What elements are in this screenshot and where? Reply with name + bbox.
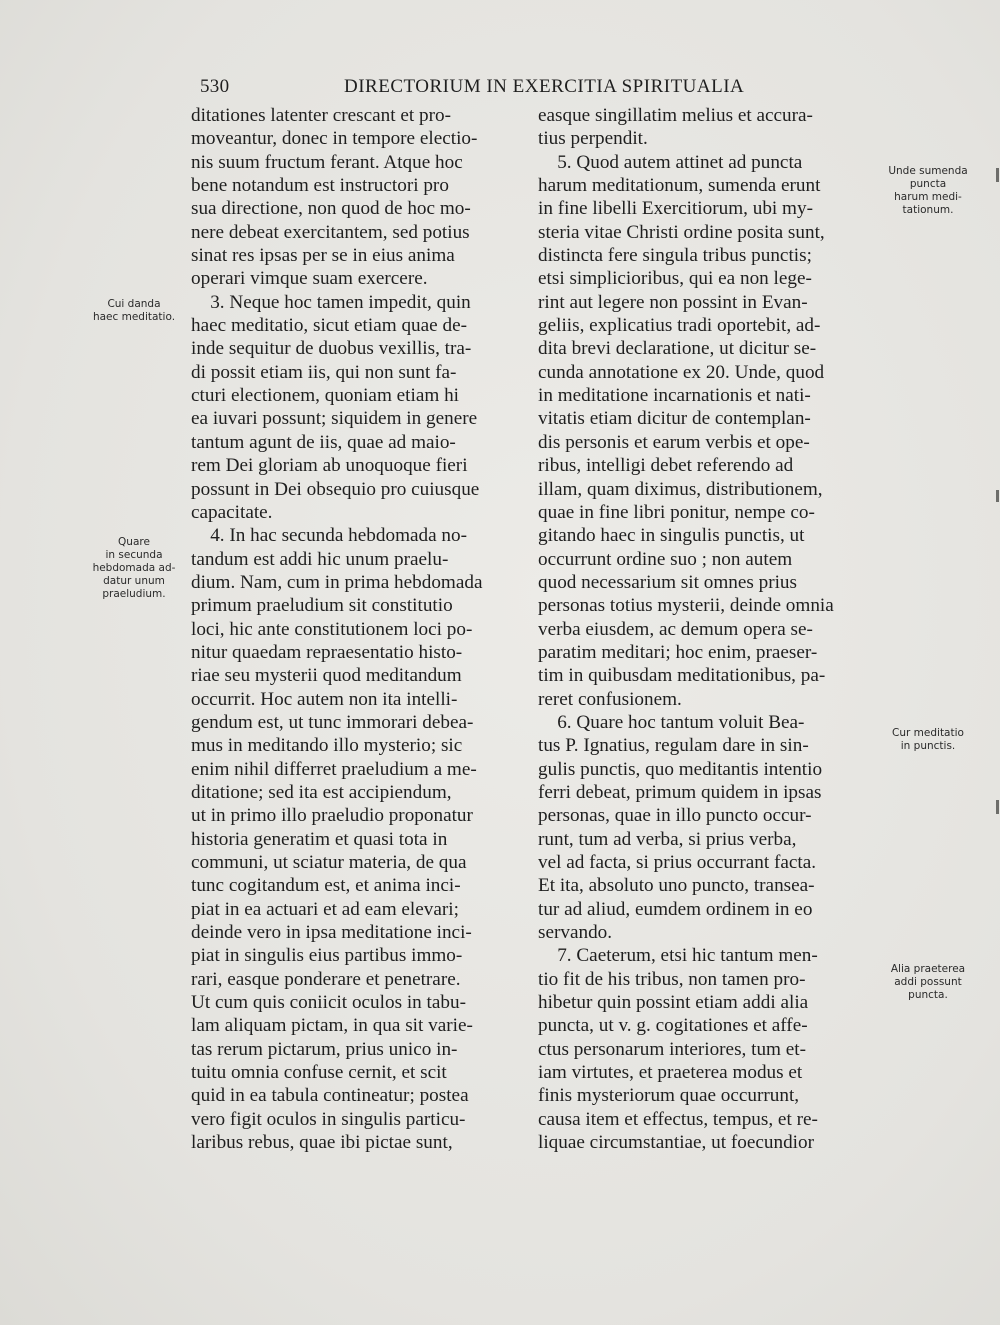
text-line: puncta, ut v. g. cogitationes et affe- — [538, 1015, 808, 1037]
text-line: historia generatim et quasi tota in — [191, 828, 448, 850]
text-line: occurrunt ordine suo ; non autem — [538, 548, 793, 570]
text-line: haec meditatio, sicut etiam quae de- — [191, 315, 467, 337]
text-line: gitando haec in singulis punctis, ut — [538, 525, 805, 547]
text-line: possunt in Dei obsequio pro cuiusque — [191, 478, 480, 500]
margin-note-line: praeludium. — [102, 588, 166, 600]
text-line: 4. In hac secunda hebdomada no- — [191, 525, 467, 547]
left-text-column — [191, 104, 531, 1154]
margin-note-unde-sumenda — [878, 165, 978, 217]
text-line: hibetur quin possint etiam addi alia — [538, 992, 809, 1014]
text-line: reret confusionem. — [538, 688, 682, 710]
text-line: ribus, intelligi debet referendo ad — [538, 455, 794, 477]
margin-note-line: addi possunt — [894, 976, 962, 988]
text-line: enim nihil differret praeludium a me- — [191, 758, 477, 780]
margin-note-cur-meditatio — [878, 727, 978, 753]
text-line: piat in singulis eius partibus immo- — [191, 945, 463, 967]
text-line: personas, quae in illo puncto occur- — [538, 805, 812, 827]
text-line: tius perpendit. — [538, 128, 648, 150]
text-line: verba eiusdem, ac demum opera se- — [538, 618, 813, 640]
text-line: liquae circumstantiae, ut foecundior — [538, 1132, 814, 1154]
text-line: bene notandum est instructori pro — [191, 175, 449, 197]
text-line: laribus rebus, quae ibi pictae sunt, — [191, 1132, 453, 1154]
margin-note-cui-danda — [80, 298, 188, 324]
text-line: capacitate. — [191, 501, 273, 523]
text-line: rari, easque ponderare et penetrare. — [191, 968, 461, 990]
margin-note-line: puncta — [909, 178, 947, 190]
text-line: distincta fere singula tribus punctis; — [538, 245, 812, 267]
margin-note-line: in secunda — [105, 549, 163, 561]
right-text-column — [538, 104, 883, 1154]
text-line: in fine libelli Exercitiorum, ubi my- — [538, 198, 813, 220]
text-line: in meditatione incarnationis et nati- — [538, 385, 811, 407]
text-line: servando. — [538, 922, 613, 944]
margin-note-alia-praeterea — [878, 963, 978, 1002]
text-line: harum meditationum, sumenda erunt — [538, 175, 821, 197]
text-line: dita brevi declaratione, ut dicitur se- — [538, 338, 817, 360]
margin-note-line: Cui danda — [107, 298, 161, 310]
text-line: loci, hic ante constitutionem loci po- — [191, 618, 473, 640]
text-line: ea iuvari possunt; siquidem in genere — [191, 408, 478, 430]
text-line: vitatis etiam dicitur de contemplan- — [538, 408, 811, 430]
text-line: ctus personarum interiores, tum et- — [538, 1038, 807, 1060]
text-line: tas rerum pictarum, prius unico in- — [191, 1038, 458, 1060]
margin-note-line: in punctis. — [900, 740, 956, 752]
text-line: rem Dei gloriam ab unoquoque fieri — [191, 455, 468, 477]
text-line: iam virtutes, et praeterea modus et — [538, 1062, 803, 1084]
text-line: cturi electionem, quoniam etiam hi — [191, 385, 460, 407]
text-line: dis personis et earum verbis et ope- — [538, 431, 810, 453]
text-line: riae seu mysterii quod meditandum — [191, 665, 462, 687]
text-line: occurrit. Hoc autem non ita intelli- — [191, 688, 458, 710]
text-line: ditationes latenter crescant et pro- — [191, 105, 451, 126]
margin-note-quare-secunda — [80, 536, 188, 601]
text-line: cunda annotatione ex 20. Unde, quod — [538, 361, 825, 383]
text-line: tus P. Ignatius, regulam dare in sin- — [538, 735, 809, 757]
margin-note-line: puncta. — [908, 989, 948, 1001]
text-line: Et ita, absoluto uno puncto, transea- — [538, 875, 815, 897]
margin-note-line: harum medi- — [894, 191, 962, 203]
text-line: easque singillatim melius et accura- — [538, 105, 813, 126]
text-line: nis suum fructum ferant. Atque hoc — [191, 151, 463, 173]
margin-note-line: Quare — [118, 536, 150, 548]
text-line: operari vimque suam exercere. — [191, 268, 428, 290]
text-line: causa item et effectus, tempus, et re- — [538, 1108, 818, 1130]
text-line: ferri debeat, primum quidem in ipsas — [538, 781, 822, 803]
text-line: gulis punctis, quo meditantis intentio — [538, 758, 823, 780]
text-line: moveantur, donec in tempore electio- — [191, 128, 478, 150]
text-line: vel ad facta, si prius occurrant facta. — [538, 852, 817, 873]
text-line: tur ad aliud, eumdem ordinem in eo — [538, 898, 813, 920]
text-line: sua directione, non quod de hoc mo- — [191, 198, 471, 220]
text-line: quid in ea tabula contineatur; postea — [191, 1085, 469, 1107]
text-line: etsi simplicioribus, qui ea non lege- — [538, 268, 812, 290]
text-line: geliis, explicatius tradi oportebit, ad- — [538, 315, 821, 337]
text-line: vero figit oculos in singulis particu- — [191, 1108, 466, 1130]
text-line: Ut cum quis coniicit oculos in tabu- — [191, 992, 466, 1014]
text-line: 3. Neque hoc tamen impedit, quin — [191, 291, 471, 313]
text-line: runt, tum ad verba, si prius verba, — [538, 828, 797, 850]
text-line: piat in ea actuari et ad eam elevari; — [191, 898, 459, 920]
text-line: 7. Caeterum, etsi hic tantum men- — [538, 945, 818, 967]
text-line: steria vitae Christi ordine posita sunt, — [538, 221, 825, 243]
text-line: ut in primo illo praeludio proponatur — [191, 805, 473, 827]
text-line: finis mysteriorum quae occurrunt, — [538, 1085, 800, 1107]
text-line: personas totius mysterii, deinde omnia — [538, 595, 834, 617]
text-line: quae in fine libri ponitur, nempe co- — [538, 501, 815, 523]
margin-note-line: hebdomada ad- — [92, 562, 176, 574]
text-line: rint aut legere non possint in Evan- — [538, 291, 808, 313]
text-line: di possit etiam iis, qui non sunt fa- — [191, 361, 457, 383]
text-line: nitur quaedam repraesentatio histo- — [191, 641, 463, 663]
text-line: tuitu omnia confuse cernit, et scit — [191, 1062, 447, 1084]
text-line: ditatione; sed ita est accipiendum, — [191, 781, 452, 803]
page-header — [196, 73, 884, 103]
text-line: tim in quibusdam meditationibus, pa- — [538, 665, 826, 687]
text-line: inde sequitur de duobus vexillis, tra- — [191, 338, 472, 360]
text-line: gendum est, ut tunc immorari debea- — [191, 711, 474, 733]
page-edge-mark — [996, 490, 999, 502]
text-line: quod necessarium sit omnes prius — [538, 571, 797, 593]
text-line: 6. Quare hoc tantum voluit Bea- — [538, 711, 805, 733]
page-edge-mark — [996, 168, 999, 182]
text-line: dium. Nam, cum in prima hebdomada — [191, 571, 483, 593]
text-line: tantum agunt de iis, quae ad maio- — [191, 431, 456, 453]
text-line: 5. Quod autem attinet ad puncta — [538, 151, 803, 173]
text-line: sinat res ipsas per se in eius anima — [191, 245, 455, 267]
text-line: tunc cogitandum est, et anima inci- — [191, 875, 461, 897]
text-line: mus in meditando illo mysterio; sic — [191, 735, 463, 757]
text-line: communi, ut sciatur materia, de qua — [191, 852, 467, 873]
margin-note-line: haec meditatio. — [92, 311, 176, 323]
margin-note-line: datur unum — [103, 575, 165, 587]
text-line: deinde vero in ipsa meditatione inci- — [191, 922, 472, 944]
text-line: primum praeludium sit constitutio — [191, 595, 453, 617]
text-line: lam aliquam pictam, in qua sit varie- — [191, 1015, 473, 1037]
running-title: DIRECTORIUM IN EXERCITIA SPIRITUALIA — [344, 76, 745, 97]
text-line: tandum est addi hic unum praelu- — [191, 548, 449, 570]
page-edge-mark — [996, 800, 999, 814]
margin-note-line: Unde sumenda — [888, 165, 968, 177]
margin-note-line: tationum. — [902, 204, 954, 216]
text-line: illam, quam diximus, distributionem, — [538, 478, 823, 500]
text-line: tio fit de his tribus, non tamen pro- — [538, 968, 806, 990]
margin-note-line: Cur meditatio — [892, 727, 964, 739]
page-number: 530 — [200, 76, 230, 97]
margin-note-line: Alia praeterea — [890, 963, 966, 975]
text-line: paratim meditari; hoc enim, praeser- — [538, 641, 818, 663]
text-line: nere debeat exercitantem, sed potius — [191, 221, 470, 243]
